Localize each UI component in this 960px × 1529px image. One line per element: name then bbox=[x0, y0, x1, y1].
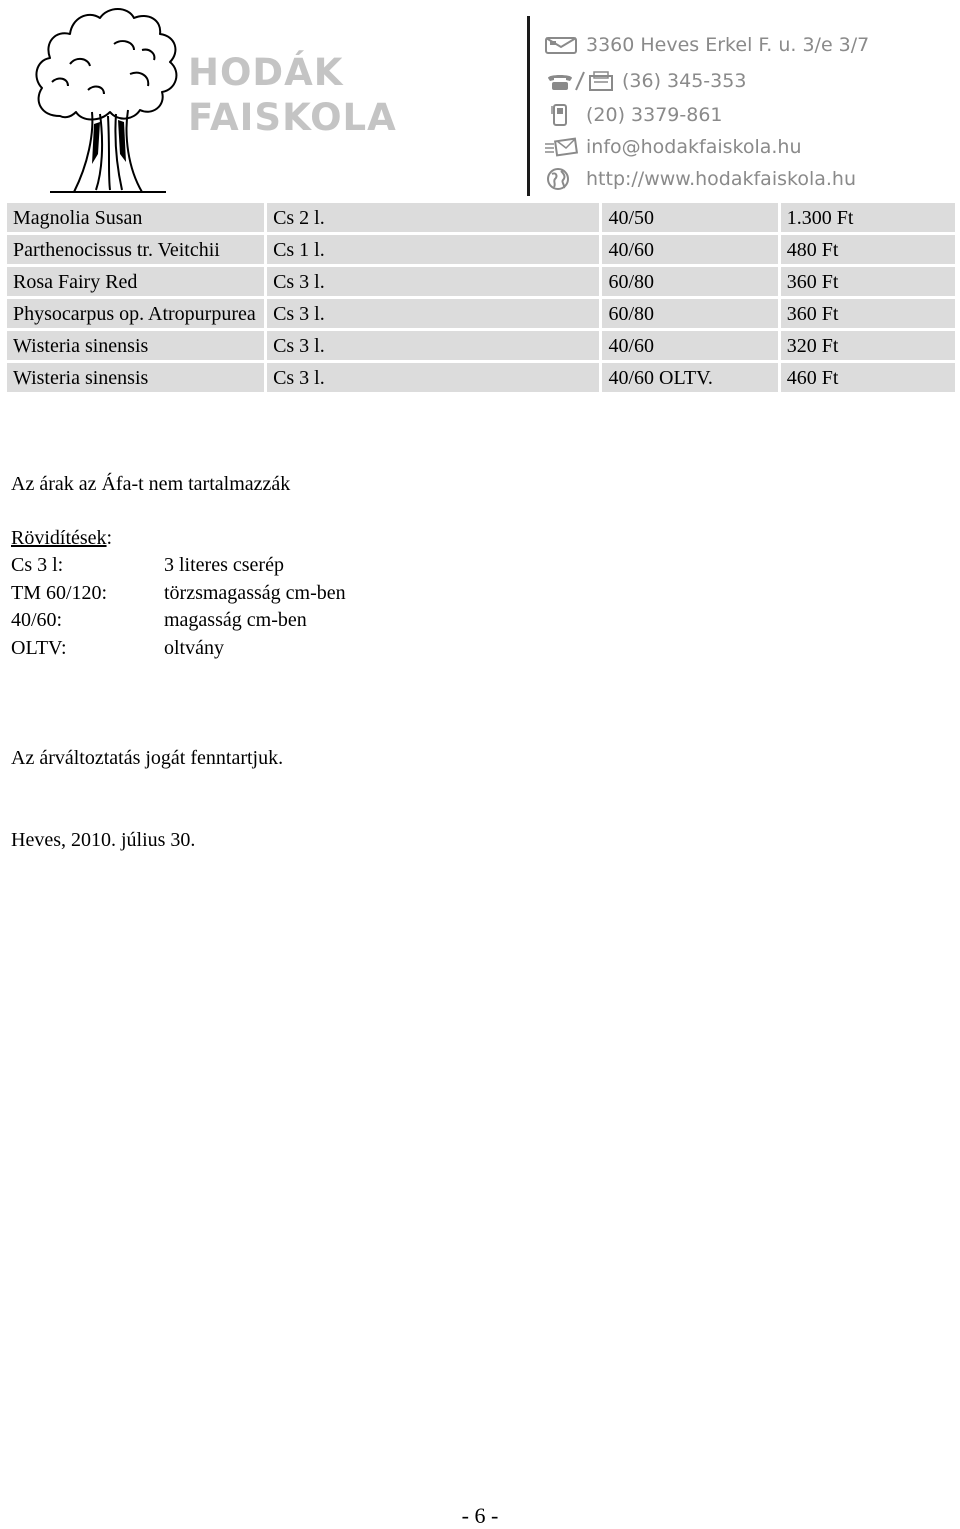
price-cell: 360 Ft bbox=[781, 267, 955, 296]
pot-cell: Cs 3 l. bbox=[267, 299, 599, 328]
globe-icon bbox=[544, 168, 580, 190]
contact-address bbox=[544, 30, 869, 60]
brand-line-2: FAISKOLA bbox=[188, 96, 397, 139]
contact-address-text: 3360 Heves Erkel F. u. 3/e 3/7 bbox=[586, 34, 870, 56]
abbreviations-list bbox=[11, 552, 346, 662]
contact-email-text: info@hodakfaiskola.hu bbox=[586, 136, 802, 158]
envelope-address-icon bbox=[544, 34, 580, 56]
price-change-note: Az árváltoztatás jogát fenntartjuk. bbox=[11, 747, 284, 769]
abbreviation-value: oltvány bbox=[164, 636, 224, 659]
size-cell: 60/80 bbox=[602, 267, 777, 296]
size-cell: 60/80 bbox=[602, 299, 777, 328]
contact-mobile bbox=[544, 100, 723, 130]
list-item bbox=[11, 635, 346, 663]
plant-name-cell: Rosa Fairy Red bbox=[7, 267, 264, 296]
contact-phone-text: (36) 345-353 bbox=[622, 70, 747, 92]
list-item bbox=[11, 552, 346, 580]
size-cell: 40/60 bbox=[602, 331, 777, 360]
price-table bbox=[4, 200, 958, 395]
size-cell: 40/50 bbox=[602, 203, 777, 232]
pot-cell: Cs 2 l. bbox=[267, 203, 599, 232]
size-cell: 40/60 bbox=[602, 235, 777, 264]
contact-website-text: http://www.hodakfaiskola.hu bbox=[586, 168, 856, 190]
plant-name-cell: Parthenocissus tr. Veitchii bbox=[7, 235, 264, 264]
price-cell: 480 Ft bbox=[781, 235, 955, 264]
abbreviations-heading bbox=[11, 524, 112, 552]
list-item bbox=[11, 580, 346, 608]
price-cell: 1.300 Ft bbox=[781, 203, 955, 232]
email-icon bbox=[544, 136, 580, 158]
abbreviation-key: OLTV: bbox=[11, 636, 67, 659]
abbreviation-key: 40/60: bbox=[11, 609, 63, 631]
mobile-phone-icon bbox=[544, 104, 580, 126]
tree-logo bbox=[30, 4, 182, 196]
abbreviation-value: magasság cm-ben bbox=[164, 609, 307, 631]
pot-cell: Cs 3 l. bbox=[267, 267, 599, 296]
contact-email bbox=[544, 132, 802, 162]
company-brand bbox=[188, 50, 397, 140]
size-cell: 40/60 OLTV. bbox=[602, 363, 777, 392]
abbreviation-value: 3 literes cserép bbox=[164, 554, 284, 576]
plant-name-cell: Wisteria sinensis bbox=[7, 331, 264, 360]
plant-name-cell: Wisteria sinensis bbox=[7, 363, 264, 392]
abbreviation-value: törzsmagasság cm-ben bbox=[164, 581, 346, 604]
abbreviation-key: Cs 3 l: bbox=[11, 554, 64, 576]
header-divider bbox=[527, 16, 530, 196]
table-row bbox=[7, 267, 955, 296]
brand-line-1: HODÁK bbox=[188, 51, 344, 94]
table-row bbox=[7, 363, 955, 392]
abbreviations-colon: : bbox=[106, 527, 113, 549]
price-cell: 360 Ft bbox=[781, 299, 955, 328]
plant-name-cell: Physocarpus op. Atropurpurea bbox=[7, 299, 264, 328]
page-number: - 6 - bbox=[461, 1503, 499, 1528]
place-date: Heves, 2010. július 30. bbox=[11, 829, 196, 851]
phone-fax-icon bbox=[544, 70, 616, 92]
table-row bbox=[7, 299, 955, 328]
pot-cell: Cs 1 l. bbox=[267, 235, 599, 264]
abbreviation-key: TM 60/120: bbox=[11, 581, 108, 604]
table-row bbox=[7, 203, 955, 232]
table-row bbox=[7, 331, 955, 360]
abbreviations-title: Rövidítések bbox=[11, 527, 107, 549]
table-row bbox=[7, 235, 955, 264]
price-cell: 460 Ft bbox=[781, 363, 955, 392]
plant-name-cell: Magnolia Susan bbox=[7, 203, 264, 232]
contact-website bbox=[544, 164, 856, 194]
price-cell: 320 Ft bbox=[781, 331, 955, 360]
pot-cell: Cs 3 l. bbox=[267, 363, 599, 392]
contact-mobile-text: (20) 3379-861 bbox=[586, 104, 723, 126]
contact-phone bbox=[544, 66, 746, 96]
vat-note: Az árak az Áfa-t nem tartalmazzák bbox=[11, 473, 291, 495]
list-item bbox=[11, 607, 346, 635]
pot-cell: Cs 3 l. bbox=[267, 331, 599, 360]
